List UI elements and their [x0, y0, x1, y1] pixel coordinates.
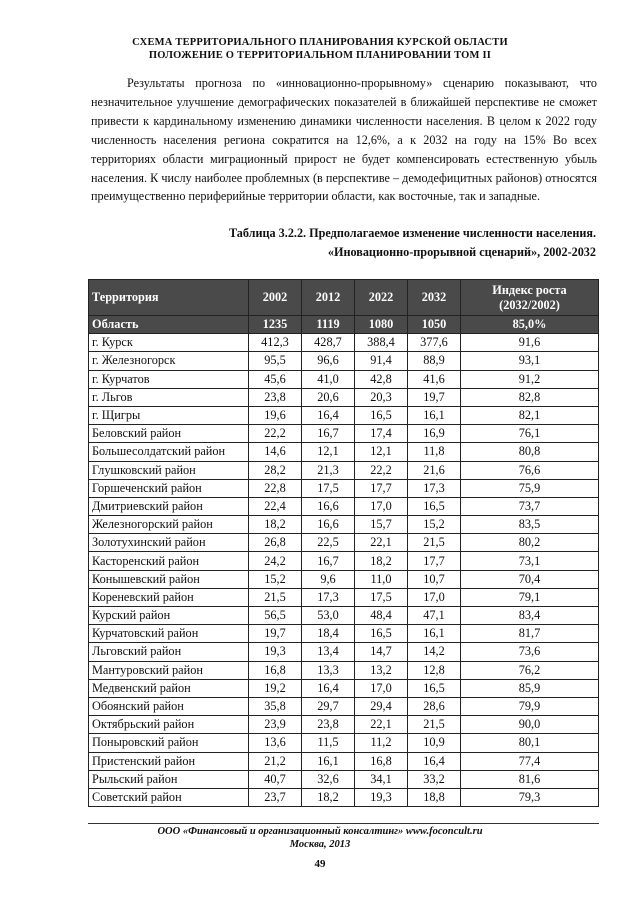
header-growth-index — [461, 280, 599, 316]
value-2032-cell: 10,9 — [408, 734, 461, 752]
region-2032-cell: 1050 — [408, 316, 461, 334]
value-2022-cell: 388,4 — [355, 334, 408, 352]
territory-name-cell: Конышевский район — [89, 570, 249, 588]
table-row — [89, 788, 599, 806]
value-2032-cell: 11,8 — [408, 443, 461, 461]
growth-index-cell: 80,1 — [461, 734, 599, 752]
header-territory: Территория — [89, 280, 249, 316]
region-name-cell: Область — [89, 316, 249, 334]
value-2002-cell: 56,5 — [249, 607, 302, 625]
territory-name-cell: Большесолдатский район — [89, 443, 249, 461]
territory-name-cell: Мантуровский район — [89, 661, 249, 679]
table-row — [89, 516, 599, 534]
value-2002-cell: 21,5 — [249, 588, 302, 606]
table-row — [89, 370, 599, 388]
value-2002-cell: 35,8 — [249, 697, 302, 715]
document-header-title: СХЕМА ТЕРРИТОРИАЛЬНОГО ПЛАНИРОВАНИЯ КУРСКОЙ ОБЛАСТИ — [132, 37, 508, 48]
value-2022-cell: 29,4 — [355, 697, 408, 715]
table-row — [89, 479, 599, 497]
value-2002-cell: 23,7 — [249, 788, 302, 806]
header-growth-index-line1: Индекс роста — [492, 282, 567, 297]
value-2022-cell: 13,2 — [355, 661, 408, 679]
territory-name-cell: Медвенский район — [89, 679, 249, 697]
region-2022-cell: 1080 — [355, 316, 408, 334]
value-2012-cell: 11,5 — [302, 734, 355, 752]
value-2012-cell: 21,3 — [302, 461, 355, 479]
territory-name-cell: Касторенский район — [89, 552, 249, 570]
value-2002-cell: 95,5 — [249, 352, 302, 370]
value-2032-cell: 17,3 — [408, 479, 461, 497]
value-2002-cell: 19,7 — [249, 625, 302, 643]
value-2012-cell: 29,7 — [302, 697, 355, 715]
growth-index-cell: 83,5 — [461, 516, 599, 534]
document-header-subtitle: ПОЛОЖЕНИЕ О ТЕРРИТОРИАЛЬНОМ ПЛАНИРОВАНИИ ТОМ II — [148, 50, 492, 61]
territory-name-cell: Поныровский район — [89, 734, 249, 752]
table-row — [89, 497, 599, 515]
value-2012-cell: 13,4 — [302, 643, 355, 661]
value-2002-cell: 21,2 — [249, 752, 302, 770]
territory-name-cell: Железногорский район — [89, 516, 249, 534]
value-2012-cell: 9,6 — [302, 570, 355, 588]
value-2012-cell: 41,0 — [302, 370, 355, 388]
territory-name-cell: Золотухинский район — [89, 534, 249, 552]
value-2032-cell: 12,8 — [408, 661, 461, 679]
territory-name-cell: Кореневский район — [89, 588, 249, 606]
growth-index-cell: 76,6 — [461, 461, 599, 479]
growth-index-cell: 83,4 — [461, 607, 599, 625]
value-2002-cell: 40,7 — [249, 770, 302, 788]
value-2012-cell: 53,0 — [302, 607, 355, 625]
value-2032-cell: 16,9 — [408, 425, 461, 443]
value-2002-cell: 22,4 — [249, 497, 302, 515]
growth-index-cell: 93,1 — [461, 352, 599, 370]
value-2002-cell: 19,2 — [249, 679, 302, 697]
value-2012-cell: 22,5 — [302, 534, 355, 552]
region-2012-cell: 1119 — [302, 316, 355, 334]
value-2012-cell: 16,4 — [302, 679, 355, 697]
value-2002-cell: 22,8 — [249, 479, 302, 497]
value-2022-cell: 22,1 — [355, 716, 408, 734]
value-2012-cell: 18,2 — [302, 788, 355, 806]
table-header-row — [89, 280, 599, 316]
value-2032-cell: 88,9 — [408, 352, 461, 370]
territory-name-cell: Рыльский район — [89, 770, 249, 788]
value-2012-cell: 16,6 — [302, 516, 355, 534]
growth-index-cell: 73,6 — [461, 643, 599, 661]
table-row — [89, 443, 599, 461]
table-row — [89, 388, 599, 406]
value-2032-cell: 16,4 — [408, 752, 461, 770]
value-2012-cell: 428,7 — [302, 334, 355, 352]
header-2002: 2002 — [249, 280, 302, 316]
growth-index-cell: 91,6 — [461, 334, 599, 352]
value-2012-cell: 16,7 — [302, 425, 355, 443]
growth-index-cell: 79,3 — [461, 788, 599, 806]
table-row — [89, 697, 599, 715]
table-row — [89, 752, 599, 770]
table-row — [89, 406, 599, 424]
territory-name-cell: Горшеченский район — [89, 479, 249, 497]
value-2022-cell: 42,8 — [355, 370, 408, 388]
value-2022-cell: 17,4 — [355, 425, 408, 443]
value-2022-cell: 16,5 — [355, 406, 408, 424]
value-2012-cell: 16,6 — [302, 497, 355, 515]
value-2022-cell: 11,0 — [355, 570, 408, 588]
growth-index-cell: 77,4 — [461, 752, 599, 770]
value-2032-cell: 19,7 — [408, 388, 461, 406]
table-row — [89, 534, 599, 552]
value-2012-cell: 12,1 — [302, 443, 355, 461]
value-2012-cell: 17,3 — [302, 588, 355, 606]
table-row — [89, 552, 599, 570]
value-2032-cell: 21,5 — [408, 716, 461, 734]
value-2012-cell: 13,3 — [302, 661, 355, 679]
growth-index-cell: 91,2 — [461, 370, 599, 388]
table-row — [89, 607, 599, 625]
territory-name-cell: Льговский район — [89, 643, 249, 661]
growth-index-cell: 73,7 — [461, 497, 599, 515]
population-table — [88, 279, 599, 807]
table-row — [89, 661, 599, 679]
value-2032-cell: 18,8 — [408, 788, 461, 806]
value-2002-cell: 15,2 — [249, 570, 302, 588]
value-2002-cell: 24,2 — [249, 552, 302, 570]
value-2032-cell: 16,5 — [408, 497, 461, 515]
value-2022-cell: 17,0 — [355, 679, 408, 697]
territory-name-cell: Советский район — [89, 788, 249, 806]
value-2012-cell: 20,6 — [302, 388, 355, 406]
value-2012-cell: 23,8 — [302, 716, 355, 734]
value-2032-cell: 21,5 — [408, 534, 461, 552]
region-total-row — [89, 316, 599, 334]
territory-name-cell: Курский район — [89, 607, 249, 625]
territory-name-cell: Дмитриевский район — [89, 497, 249, 515]
footer-divider — [88, 823, 599, 824]
value-2002-cell: 26,8 — [249, 534, 302, 552]
value-2022-cell: 48,4 — [355, 607, 408, 625]
growth-index-cell: 73,1 — [461, 552, 599, 570]
table-row — [89, 643, 599, 661]
value-2002-cell: 16,8 — [249, 661, 302, 679]
value-2022-cell: 16,8 — [355, 752, 408, 770]
header-growth-index-line2: (2032/2002) — [499, 297, 560, 312]
value-2032-cell: 16,5 — [408, 679, 461, 697]
value-2022-cell: 34,1 — [355, 770, 408, 788]
table-row — [89, 334, 599, 352]
territory-name-cell: г. Льгов — [89, 388, 249, 406]
table-row — [89, 625, 599, 643]
table-row — [89, 425, 599, 443]
table-row — [89, 570, 599, 588]
value-2022-cell: 22,2 — [355, 461, 408, 479]
table-row — [89, 734, 599, 752]
value-2012-cell: 17,5 — [302, 479, 355, 497]
value-2032-cell: 33,2 — [408, 770, 461, 788]
growth-index-cell: 81,6 — [461, 770, 599, 788]
value-2032-cell: 10,7 — [408, 570, 461, 588]
growth-index-cell: 90,0 — [461, 716, 599, 734]
table-row — [89, 461, 599, 479]
growth-index-cell: 80,8 — [461, 443, 599, 461]
value-2002-cell: 23,9 — [249, 716, 302, 734]
footer-company: ООО «Финансовый и организационный консалтинг» www.foconcult.ru — [157, 826, 483, 837]
value-2022-cell: 17,7 — [355, 479, 408, 497]
growth-index-cell: 76,1 — [461, 425, 599, 443]
table-caption-scenario: «Иновационно-прорывной сценарий», 2002-2032 — [327, 245, 596, 259]
territory-name-cell: Пристенский район — [89, 752, 249, 770]
territory-name-cell: г. Курчатов — [89, 370, 249, 388]
value-2032-cell: 17,7 — [408, 552, 461, 570]
table-row — [89, 588, 599, 606]
value-2022-cell: 19,3 — [355, 788, 408, 806]
page-number: 49 — [314, 858, 326, 870]
territory-name-cell: г. Щигры — [89, 406, 249, 424]
intro-paragraph-block — [91, 74, 597, 206]
territory-name-cell: Беловский район — [89, 425, 249, 443]
value-2032-cell: 16,1 — [408, 625, 461, 643]
value-2022-cell: 15,7 — [355, 516, 408, 534]
table-row — [89, 716, 599, 734]
growth-index-cell: 79,9 — [461, 697, 599, 715]
value-2002-cell: 412,3 — [249, 334, 302, 352]
value-2012-cell: 16,7 — [302, 552, 355, 570]
territory-name-cell: г. Курск — [89, 334, 249, 352]
growth-index-cell: 82,8 — [461, 388, 599, 406]
value-2032-cell: 17,0 — [408, 588, 461, 606]
value-2002-cell: 14,6 — [249, 443, 302, 461]
territory-name-cell: Обоянский район — [89, 697, 249, 715]
table-row — [89, 770, 599, 788]
value-2002-cell: 19,6 — [249, 406, 302, 424]
value-2032-cell: 377,6 — [408, 334, 461, 352]
value-2032-cell: 15,2 — [408, 516, 461, 534]
value-2022-cell: 12,1 — [355, 443, 408, 461]
territory-name-cell: Глушковский район — [89, 461, 249, 479]
value-2012-cell: 16,1 — [302, 752, 355, 770]
value-2022-cell: 20,3 — [355, 388, 408, 406]
value-2012-cell: 96,6 — [302, 352, 355, 370]
value-2032-cell: 28,6 — [408, 697, 461, 715]
value-2022-cell: 11,2 — [355, 734, 408, 752]
value-2012-cell: 16,4 — [302, 406, 355, 424]
value-2002-cell: 19,3 — [249, 643, 302, 661]
value-2022-cell: 16,5 — [355, 625, 408, 643]
header-2022: 2022 — [355, 280, 408, 316]
value-2032-cell: 14,2 — [408, 643, 461, 661]
value-2002-cell: 23,8 — [249, 388, 302, 406]
value-2002-cell: 45,6 — [249, 370, 302, 388]
value-2032-cell: 16,1 — [408, 406, 461, 424]
growth-index-cell: 80,2 — [461, 534, 599, 552]
value-2022-cell: 17,5 — [355, 588, 408, 606]
growth-index-cell: 79,1 — [461, 588, 599, 606]
value-2032-cell: 21,6 — [408, 461, 461, 479]
territory-name-cell: Октябрьский район — [89, 716, 249, 734]
value-2002-cell: 13,6 — [249, 734, 302, 752]
growth-index-cell: 81,7 — [461, 625, 599, 643]
value-2022-cell: 14,7 — [355, 643, 408, 661]
value-2032-cell: 47,1 — [408, 607, 461, 625]
intro-paragraph: Результаты прогноза по «инновационно-прорывному» сценарию показывают, что незначительное улучшение демографических показателей в ближайшей перспективе не сможет привести к кардинальному изменению динамики численности населения. В целом к 2022 году численность населения региона сократится на 12,6%, а к 2032 на году на 15% Во всех территориях области миграционный прирост не будет компенсировать естественную убыль населения. К числу наиболее проблемных (в перспективе – демодефицитных районов) относятся преимущественно периферийные территории области, как восточные, так и западные. — [91, 76, 597, 204]
territory-name-cell: г. Железногорск — [89, 352, 249, 370]
value-2012-cell: 18,4 — [302, 625, 355, 643]
footer-city-year: Москва, 2013 — [289, 839, 351, 850]
value-2022-cell: 22,1 — [355, 534, 408, 552]
growth-index-cell: 75,9 — [461, 479, 599, 497]
value-2002-cell: 18,2 — [249, 516, 302, 534]
value-2032-cell: 41,6 — [408, 370, 461, 388]
value-2022-cell: 17,0 — [355, 497, 408, 515]
growth-index-cell: 70,4 — [461, 570, 599, 588]
table-caption-title: Таблица 3.2.2. Предполагаемое изменение численности населения. — [228, 226, 596, 240]
header-2032: 2032 — [408, 280, 461, 316]
value-2022-cell: 18,2 — [355, 552, 408, 570]
table-row — [89, 352, 599, 370]
value-2012-cell: 32,6 — [302, 770, 355, 788]
header-2012: 2012 — [302, 280, 355, 316]
value-2002-cell: 28,2 — [249, 461, 302, 479]
territory-name-cell: Курчатовский район — [89, 625, 249, 643]
region-2002-cell: 1235 — [249, 316, 302, 334]
region-index-cell: 85,0% — [461, 316, 599, 334]
table-row — [89, 679, 599, 697]
value-2022-cell: 91,4 — [355, 352, 408, 370]
growth-index-cell: 82,1 — [461, 406, 599, 424]
growth-index-cell: 85,9 — [461, 679, 599, 697]
growth-index-cell: 76,2 — [461, 661, 599, 679]
value-2002-cell: 22,2 — [249, 425, 302, 443]
